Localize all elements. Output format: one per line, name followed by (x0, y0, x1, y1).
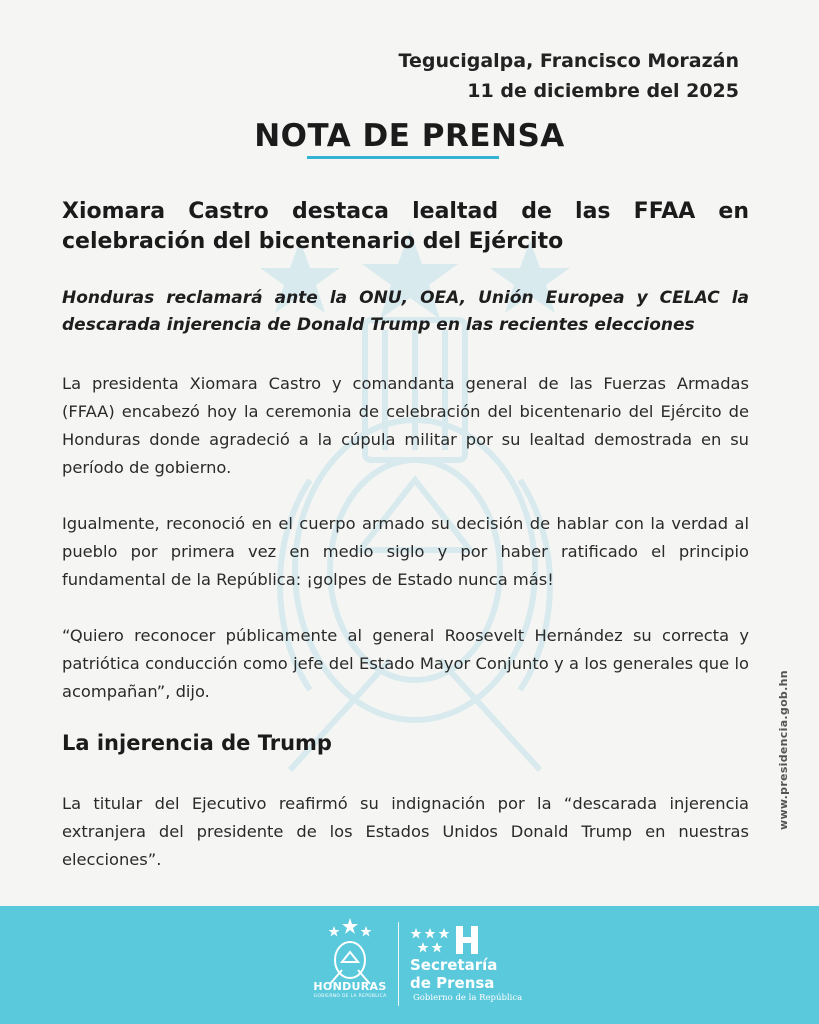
footer-bar (0, 906, 819, 1024)
document-title: NOTA DE PRENSA (254, 118, 565, 154)
secretaria-de-prensa-logo-icon (410, 924, 490, 958)
headline: Xiomara Castro destaca lealtad de las FFAA en celebración del bicentenario del Ejército (62, 199, 749, 254)
secretaria-sub-label: Gobierno de la República (413, 993, 523, 1003)
location-block (399, 46, 739, 106)
honduras-sub-label: GOBIERNO DE LA REPÚBLICA (313, 994, 387, 999)
paragraph-2: Igualmente, reconoció en el cuerpo armado su decisión de hablar con la verdad al pueblo por primera vez en medio siglo y por haber ratificado el principio fundamental de la República: ¡golpes de Estado nunca más! (62, 514, 749, 589)
paragraph-3: “Quiero reconocer públicamente al general Roosevelt Hernández su correcta y patriótica conducción como jefe del Estado Mayor Conjunto y a los generales que lo acompañan”, dijo. (62, 626, 749, 701)
secretaria-line-1: Secretaría (410, 956, 498, 974)
paragraph-4: La titular del Ejecutivo reafirmó su indignación por la “descarada injerencia extranjera del presidente de los Estados Unidos Donald Trump en nuestras elecciones”. (62, 794, 749, 869)
title-underline (307, 156, 499, 159)
honduras-label: HONDURAS (313, 980, 387, 993)
section-heading: La injerencia de Trump (62, 731, 332, 755)
date-text: 11 de diciembre del 2025 (467, 80, 739, 102)
website-url: www.presidencia.gob.hn (777, 670, 790, 830)
secretaria-line-2: de Prensa (410, 974, 495, 992)
paragraph-1: La presidenta Xiomara Castro y comandanta general de las Fuerzas Armadas (FFAA) encabezó hoy la ceremonia de celebración del bicentenario del Ejército de Honduras donde agradeció a la cúpula militar por su lealtad demostrada en su período de gobierno. (62, 374, 749, 477)
subheadline: Honduras reclamará ante la ONU, OEA, Unión Europea y CELAC la descarada injerencia de Donald Trump en las recientes elecciones (62, 288, 749, 335)
location-text: Tegucigalpa, Francisco Morazán (398, 50, 739, 72)
footer-divider (398, 922, 399, 1006)
honduras-coat-of-arms-icon (322, 918, 378, 988)
